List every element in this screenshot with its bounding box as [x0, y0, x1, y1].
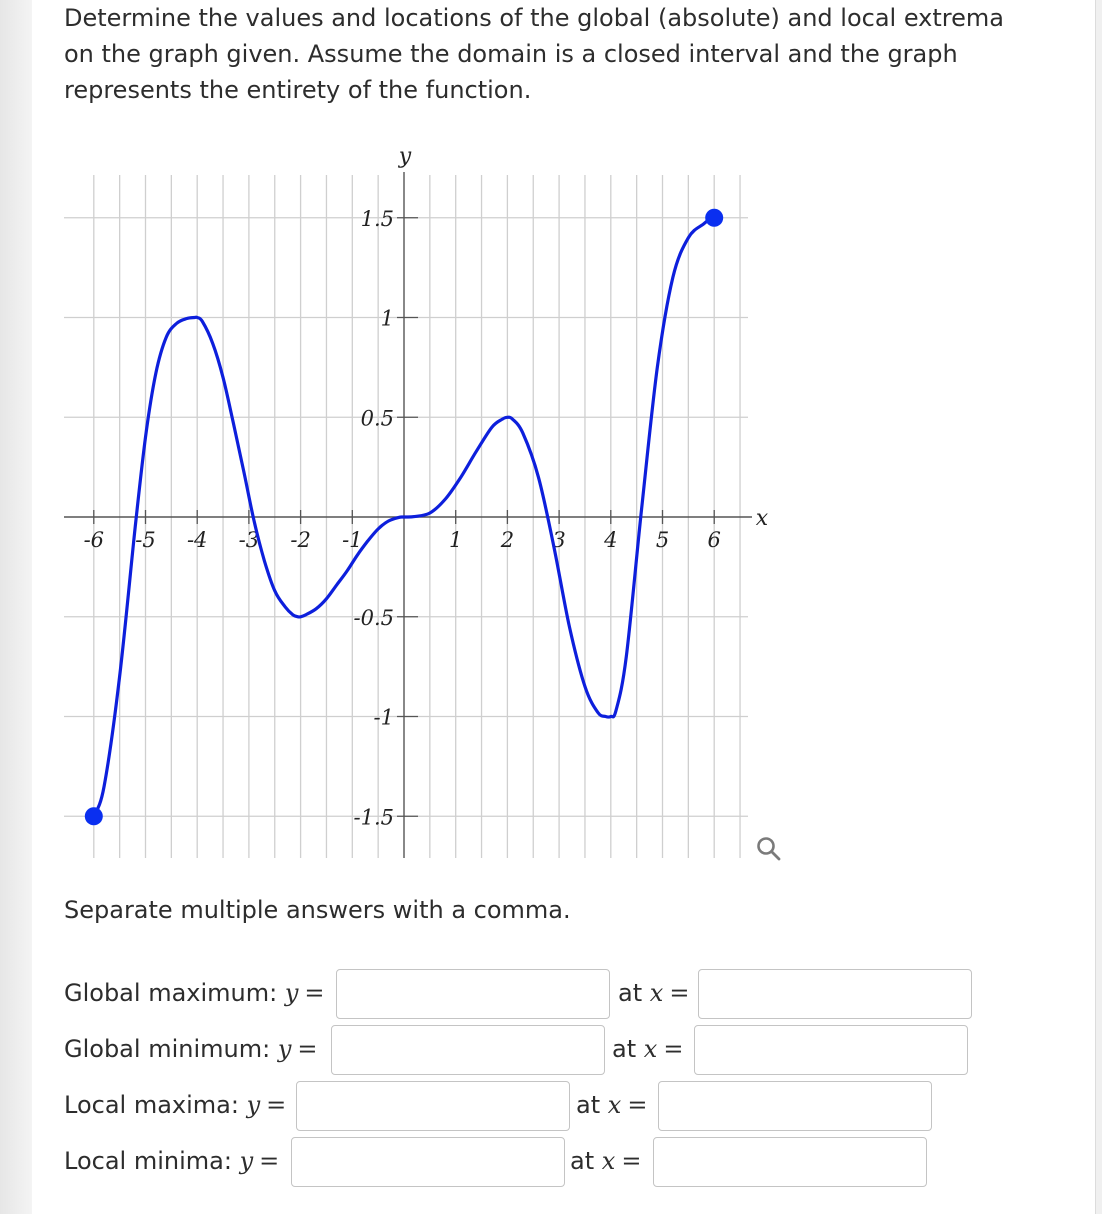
y-variable: y	[284, 979, 299, 1007]
endpoint-dot	[85, 807, 103, 825]
local-minima-label-text: Local minima:	[64, 1147, 232, 1175]
at-text: at	[618, 979, 643, 1007]
y-variable: y	[246, 1091, 261, 1119]
x-variable: x	[643, 1035, 658, 1063]
x-variable: x	[601, 1147, 616, 1175]
at-text: at	[612, 1035, 637, 1063]
x-tick-label: 6	[707, 528, 721, 552]
equals-sign: =	[621, 1147, 642, 1175]
equals-sign: =	[627, 1091, 648, 1119]
y-tick-label: 0.5	[360, 406, 394, 431]
x-variable: x	[607, 1091, 622, 1119]
local-minima-y-input[interactable]	[291, 1137, 565, 1187]
x-tick-label: -3	[238, 528, 260, 552]
x-tick-label: -2	[290, 528, 311, 552]
local-maxima-y-input[interactable]	[296, 1081, 570, 1131]
global-maximum-at-label	[618, 979, 689, 1007]
x-tick-label: 4	[604, 528, 618, 552]
local-maxima-label	[64, 1091, 286, 1119]
x-tick-label: 3	[552, 528, 566, 552]
global-maximum-x-input[interactable]	[698, 969, 972, 1019]
global-maximum-y-input[interactable]	[336, 969, 610, 1019]
global-minimum-at-label	[612, 1035, 683, 1063]
equals-sign: =	[259, 1147, 280, 1175]
local-maxima-label-text: Local maxima:	[64, 1091, 239, 1119]
at-text: at	[570, 1147, 595, 1175]
equals-sign: =	[669, 979, 690, 1007]
x-tick-label: 2	[500, 528, 515, 552]
y-tick-label: -1	[373, 705, 394, 730]
instructions-text: Determine the values and locations of the global (absolute) and local extrema on the graph given. Assume the domain is a closed interval and the graph represents the entirety of the function.	[64, 4, 1004, 104]
global-minimum-label	[64, 1035, 317, 1063]
y-variable: y	[277, 1035, 292, 1063]
x-axis-label: x	[755, 506, 769, 531]
global-maximum-label	[64, 979, 325, 1007]
axes	[64, 172, 752, 858]
y-axis-label: y	[398, 144, 412, 169]
x-tick-label: -1	[342, 528, 363, 552]
x-tick-label: -4	[186, 528, 208, 552]
global-maximum-label-text: Global maximum:	[64, 979, 278, 1007]
y-tick-label: -0.5	[353, 605, 394, 630]
x-tick-label: 5	[655, 528, 670, 552]
y-tick-label: 1.5	[360, 206, 394, 231]
equals-sign: =	[297, 1035, 318, 1063]
local-minima-at-label	[570, 1147, 641, 1175]
y-variable: y	[239, 1147, 254, 1175]
x-variable: x	[649, 979, 664, 1007]
equals-sign: =	[266, 1091, 287, 1119]
tick-labels	[84, 144, 769, 829]
x-tick-label: 1	[449, 528, 463, 552]
local-minima-x-input[interactable]	[653, 1137, 927, 1187]
endpoint-dot	[705, 209, 723, 227]
equals-sign: =	[304, 979, 325, 1007]
at-text: at	[576, 1091, 601, 1119]
y-tick-label: 1	[380, 306, 394, 331]
local-minima-label	[64, 1147, 279, 1175]
x-tick-label: -5	[135, 528, 156, 552]
global-minimum-y-input[interactable]	[331, 1025, 605, 1075]
global-minimum-label-text: Global minimum:	[64, 1035, 271, 1063]
y-tick-label: -1.5	[353, 805, 394, 830]
local-maxima-x-input[interactable]	[658, 1081, 932, 1131]
x-tick-label: -6	[83, 528, 105, 552]
magnifier-icon[interactable]	[754, 834, 784, 864]
separator-note: Separate multiple answers with a comma.	[64, 896, 571, 924]
equals-sign: =	[663, 1035, 684, 1063]
local-maxima-at-label	[576, 1091, 647, 1119]
global-minimum-x-input[interactable]	[694, 1025, 968, 1075]
